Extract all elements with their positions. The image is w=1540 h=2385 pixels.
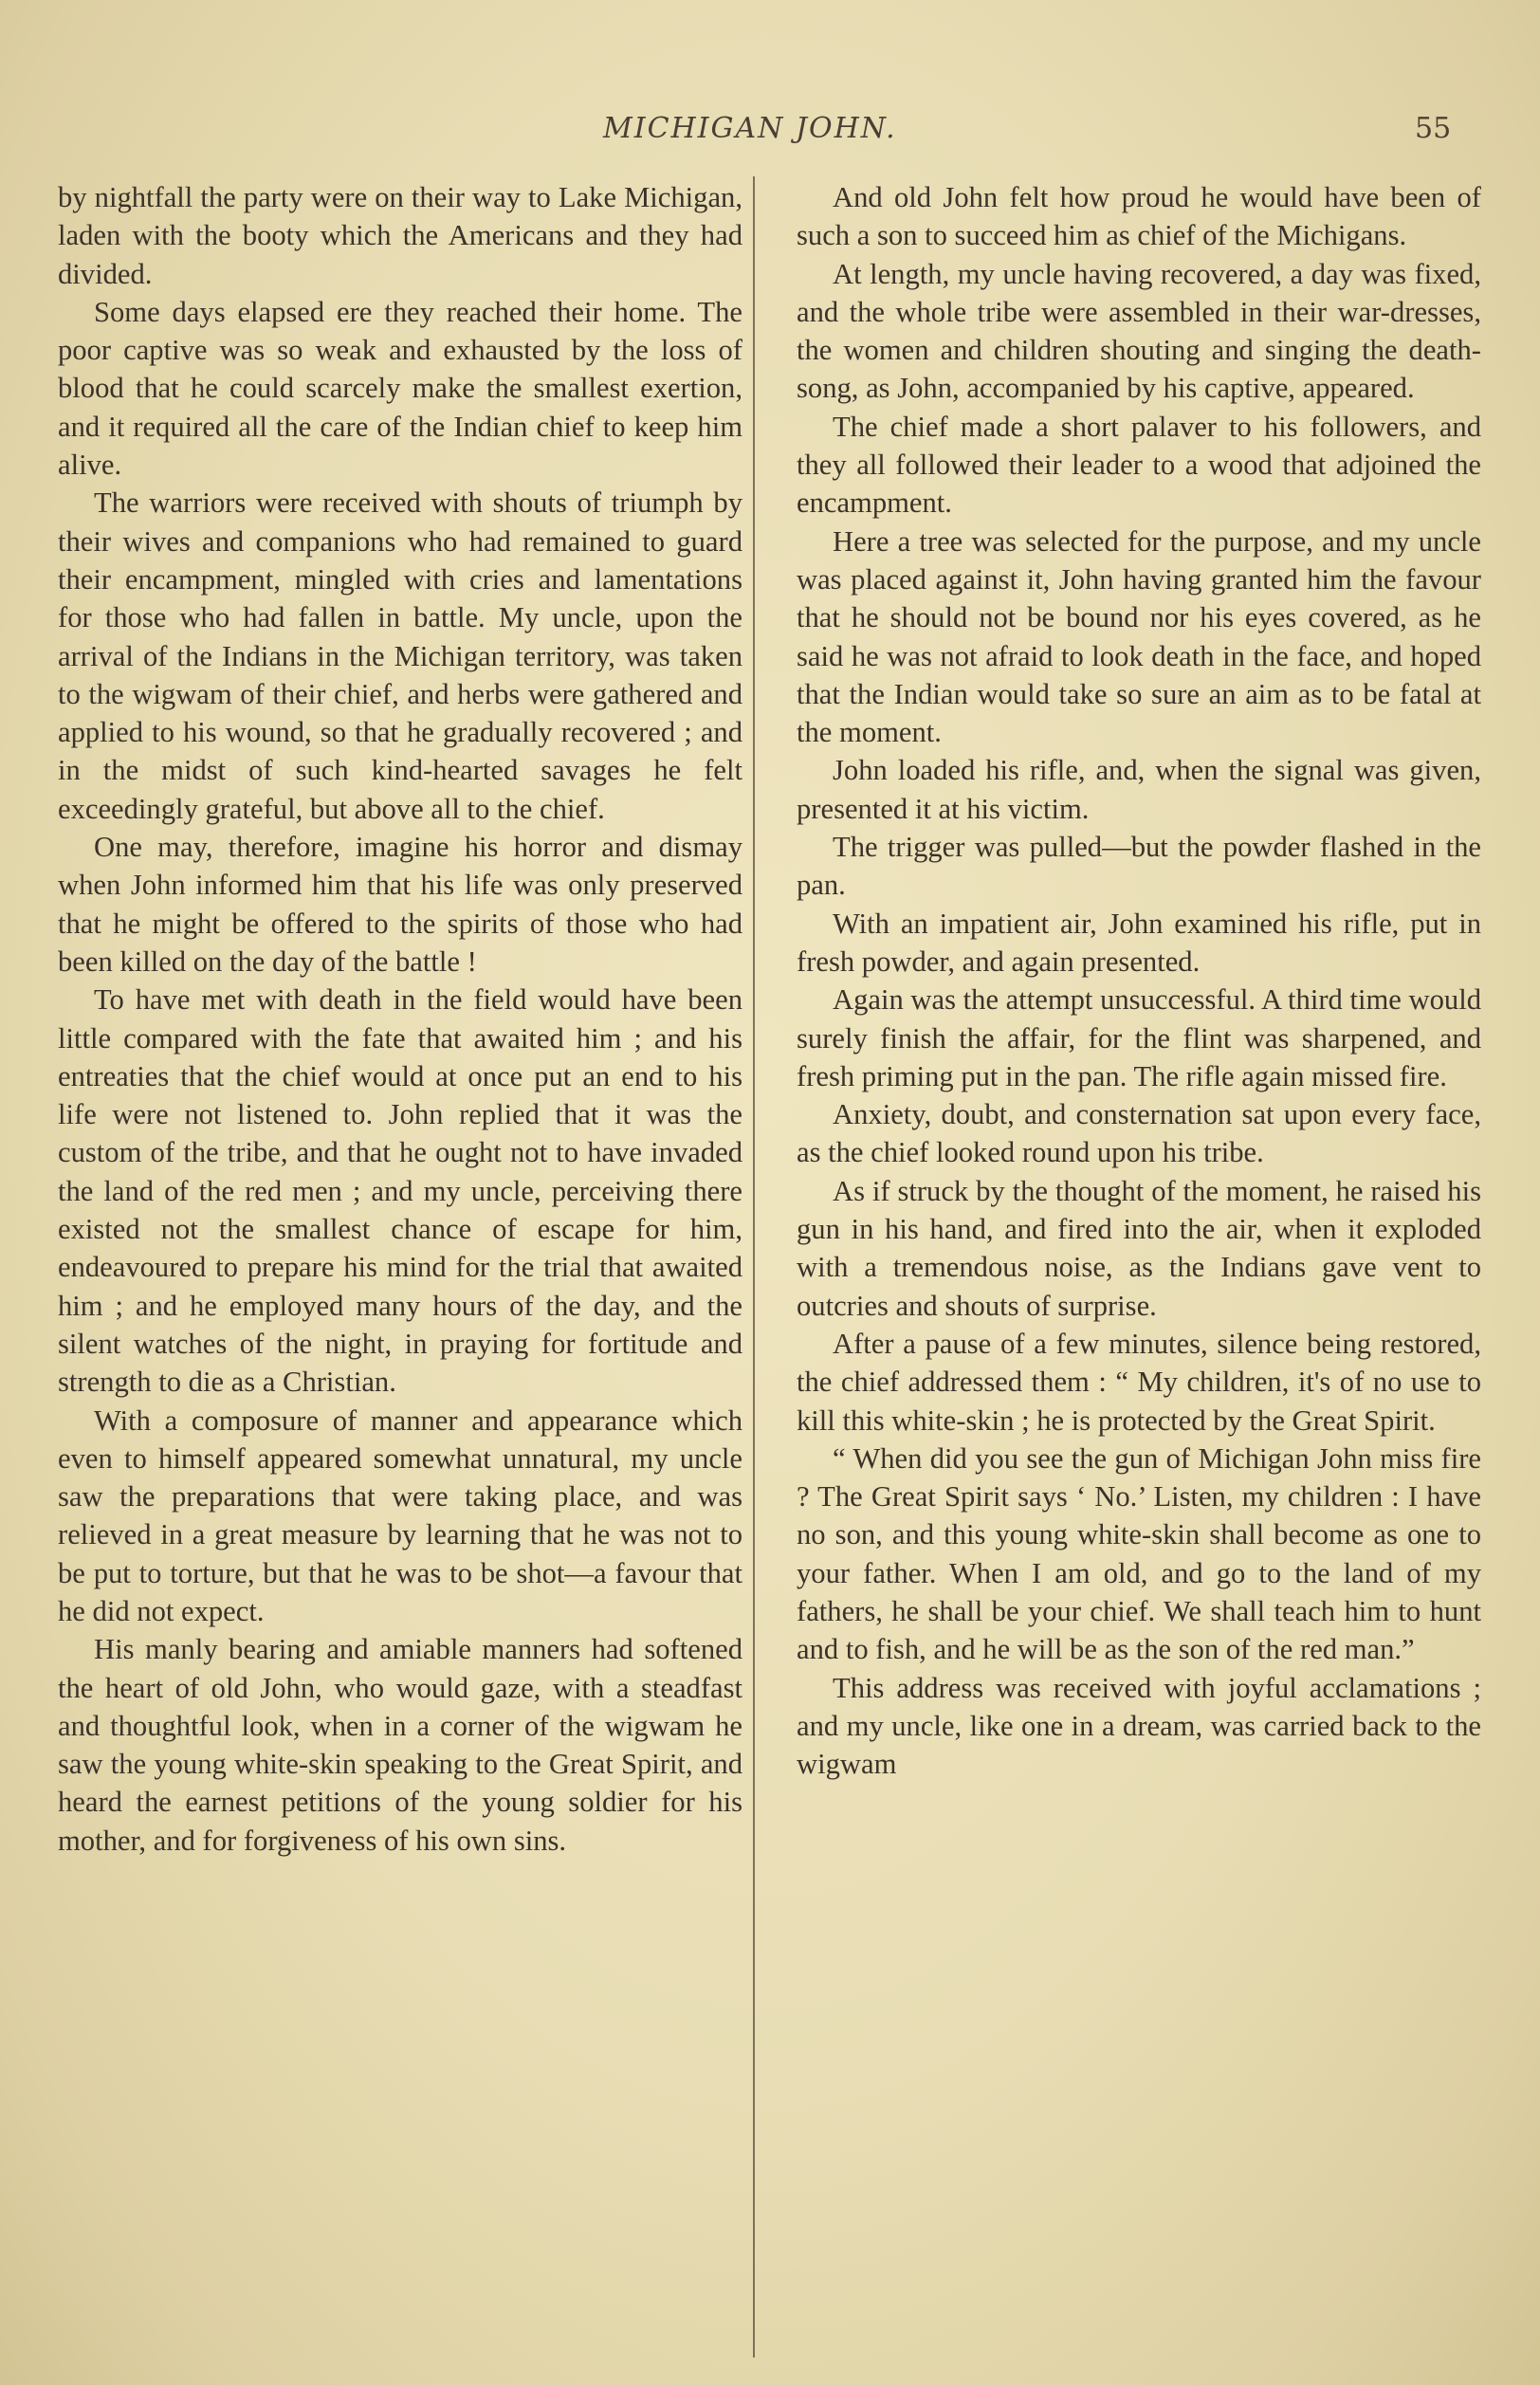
paragraph: The warriors were received with shouts of triumph by their wives and companions who had remained to guard their encampment, mingled with cries and lamentations for those who had fallen in battle. My uncle, upon the arrival of the Indians in the Michigan territory, was taken to the wigwam of their chief, and herbs were gathered and applied to his wound, so that he gradually recovered ; and in the midst of such kind-hearted savages he felt exceedingly grateful, but above all to the chief. xyxy=(58,486,742,825)
right-column xyxy=(797,178,1481,1783)
left-column xyxy=(58,178,742,1860)
paragraph: Some days elapsed ere they reached their home. The poor captive was so weak and exhausted by the loss of blood that he could scarcely make the smallest exertion, and it required all the care of the Indian chief to keep him alive. xyxy=(58,295,742,482)
paragraph: One may, therefore, imagine his horror and dismay when John informed him that his life was only preserved that he might be offered to the spirits of those who had been killed on the day of the battle ! xyxy=(58,831,742,978)
paragraph: And old John felt how proud he would have been of such a son to succeed him as chief of the Michigans. xyxy=(797,181,1481,252)
paragraph: “ When did you see the gun of Michigan John miss fire ? The Great Spirit says ‘ No.’ Listen, my children : I have no son, and this young white-skin shall become as one to your father. When I am old, and go to the land of my fathers, he shall be your chief. We shall teach him to hunt and to fish, and he will be as the son of the red man.” xyxy=(797,1441,1481,1666)
running-head xyxy=(0,112,1540,150)
paragraph: The trigger was pulled—but the powder flashed in the pan. xyxy=(797,831,1481,902)
page-number: 55 xyxy=(1415,112,1452,145)
paragraph: This address was received with joyful acclamations ; and my uncle, like one in a dream, was carried back to the wigwam xyxy=(797,1671,1481,1781)
paragraph: After a pause of a few minutes, silence being restored, the chief addressed them : “ My children, it's of no use to kill this white-skin ; he is protected by the Great Spirit. xyxy=(797,1327,1481,1437)
paragraph: Here a tree was selected for the purpose, and my uncle was placed against it, John having granted him the favour that he should not be bound nor his eyes covered, as he said he was not afraid to look death in the face, and hoped that the Indian would take so sure an aim as to be fatal at the moment. xyxy=(797,524,1481,749)
paragraph: As if struck by the thought of the moment, he raised his gun in his hand, and fired into the air, when it exploded with a tremendous noise, as the Indians gave vent to outcries and shouts of surprise. xyxy=(797,1174,1481,1322)
column-divider xyxy=(753,176,755,2357)
running-title: MICHIGAN JOHN. xyxy=(603,112,897,145)
paragraph: With an impatient air, John examined his rifle, put in fresh powder, and again presented. xyxy=(797,907,1481,978)
paragraph: His manly bearing and amiable manners had softened the heart of old John, who would gaze, with a steadfast and thoughtful look, when in a corner of the wigwam he saw the young white-skin speaking to the Great Spirit, and heard the earnest petitions of the young soldier for his mother, and for forgiveness of his own sins. xyxy=(58,1633,742,1857)
paragraph: To have met with death in the field would have been little compared with the fate that awaited him ; and his entreaties that the chief would at once put an end to his life were not listened to. John replied that it was the custom of the tribe, and that he ought not to have invaded the land of the red men ; and my uncle, perceiving there existed not the smallest chance of escape for him, endeavoured to prepare his mind for the trial that awaited him ; and he employed many hours of the day, and the silent watches of the night, in praying for fortitude and strength to die as a Christian. xyxy=(58,983,742,1399)
paragraph: Again was the attempt unsuccessful. A third time would surely finish the affair, for the flint was sharpened, and fresh priming put in the pan. The rifle again missed fire. xyxy=(797,983,1481,1092)
paragraph: With a composure of manner and appearance which even to himself appeared somewhat unnatural, my uncle saw the preparations that were taking place, and was relieved in a great measure by learning that he was not to be put to torture, but that he was to be shot—a favour that he did not expect. xyxy=(58,1403,742,1627)
paragraph: The chief made a short palaver to his followers, and they all followed their leader to a wood that adjoined the encampment. xyxy=(797,410,1481,520)
paragraph: John loaded his rifle, and, when the signal was given, presented it at his victim. xyxy=(797,754,1481,825)
paragraph: Anxiety, doubt, and consternation sat upon every face, as the chief looked round upon his tribe. xyxy=(797,1098,1481,1169)
paragraph: by nightfall the party were on their way to Lake Michigan, laden with the booty which the Americans and they had divided. xyxy=(58,181,742,290)
paragraph: At length, my uncle having recovered, a day was fixed, and the whole tribe were assembled in their war-dresses, the women and children shouting and singing the death-song, as John, accompanied by his captive, appeared. xyxy=(797,257,1481,405)
